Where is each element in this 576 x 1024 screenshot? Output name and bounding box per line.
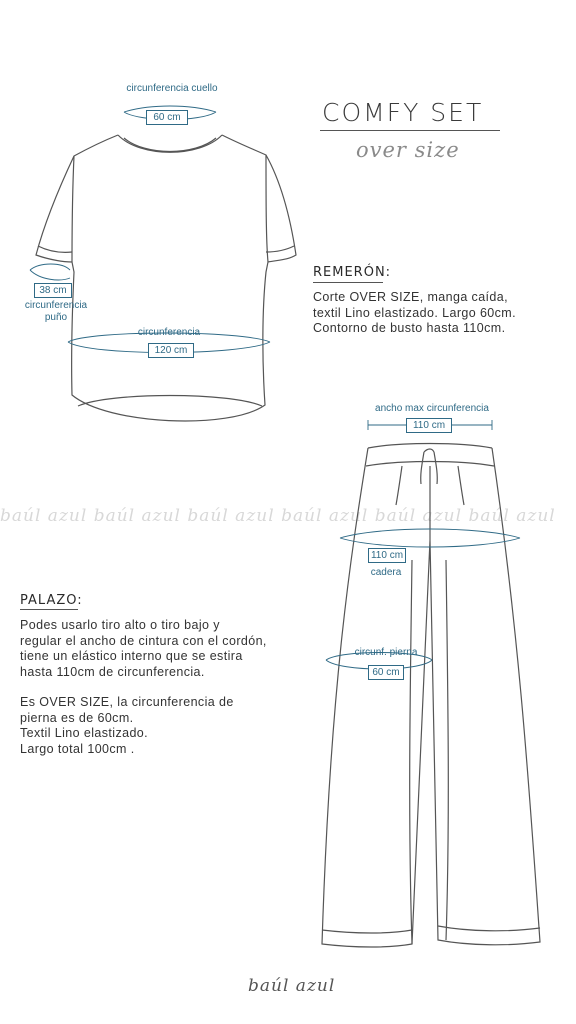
pants-pleat-left <box>396 466 402 505</box>
remeron-underline <box>313 282 383 283</box>
watermark: baúl azul baúl azul baúl azul baúl azul baúl azul baúl azul <box>0 506 556 526</box>
palazo-p1-line-1: Podes usarlo tiro alto o tiro bajo y <box>20 618 220 632</box>
shirt-collar-inner <box>124 138 216 152</box>
remeron-heading: REMERÓN: <box>313 265 392 280</box>
shirt-cuff-right <box>266 246 294 252</box>
cuff-measure-value: 38 cm <box>34 283 72 298</box>
palazo-p1-line-2: regular el ancho de cintura con el cordón, <box>20 633 267 648</box>
palazo-p1-line-4: hasta 110cm de circunferencia. <box>20 664 205 679</box>
palazo-p1-line-3: tiene un elástico interno que se estira <box>20 649 243 663</box>
footer-brand-logo: baúl azul <box>248 976 336 996</box>
shirt-armhole-left <box>72 156 74 262</box>
cuff-measure-arc <box>30 270 70 280</box>
body-measure-value: 120 cm <box>148 343 194 358</box>
page-subtitle: over size <box>356 138 460 162</box>
palazo-underline <box>20 609 78 610</box>
pants-hem-left <box>322 930 412 933</box>
pants-drawstring-2 <box>434 452 437 484</box>
leg-measure-label: circunf. pierna <box>354 647 418 658</box>
palazo-p2-line-2: pierna es de 60cm. <box>20 710 134 725</box>
pants-width-value: 110 cm <box>406 418 452 433</box>
palazo-p2-line-3: Textil Lino elastizado. <box>20 726 149 740</box>
hip-measure-value: 110 cm <box>368 548 406 563</box>
pants-drawstring-knot <box>424 449 434 452</box>
body-measure-label: circunferencia <box>137 327 201 338</box>
shirt-armhole-right <box>266 155 268 262</box>
leg-measure-value: 60 cm <box>368 665 404 680</box>
cuff-measure-label: circunferencia puño <box>24 300 88 323</box>
palazo-p2-line-1: Es OVER SIZE, la circunferencia de <box>20 695 234 709</box>
pants-leg-line-left <box>410 560 412 944</box>
shirt-outline <box>36 135 296 421</box>
palazo-description <box>20 618 310 757</box>
pants-waistband-bottom <box>366 462 494 467</box>
pants-leg-line-right <box>446 560 448 940</box>
pants-drawstring-1 <box>421 452 424 484</box>
pants-outline <box>322 448 540 947</box>
shirt-drawing <box>36 135 296 421</box>
pants-width-label: ancho max circunferencia <box>375 403 489 414</box>
pants-hem-right <box>438 926 540 931</box>
neck-measure-label: circunferencia cuello <box>126 83 218 94</box>
remeron-description <box>313 290 571 337</box>
pants-pleat-right <box>458 466 464 505</box>
page-title: COMFY SET <box>322 98 484 127</box>
pants-waistband-top <box>368 444 492 449</box>
remeron-line-2: textil Lino elastizado. Largo 60cm. <box>313 305 516 320</box>
palazo-p2-line-4: Largo total 100cm . <box>20 741 135 756</box>
neck-measure-value: 60 cm <box>146 110 188 125</box>
hip-measure-label: cadera <box>370 567 402 578</box>
pants-drawing <box>322 444 540 948</box>
shirt-cuff-left <box>38 246 72 252</box>
shirt-hem <box>78 396 262 407</box>
remeron-line-1: Corte OVER SIZE, manga caída, <box>313 290 509 304</box>
palazo-paragraph-gap <box>20 680 310 695</box>
cuff-measure-arc-2 <box>30 264 70 270</box>
palazo-heading: PALAZO: <box>20 593 83 608</box>
remeron-line-3: Contorno de busto hasta 110cm. <box>313 321 506 335</box>
